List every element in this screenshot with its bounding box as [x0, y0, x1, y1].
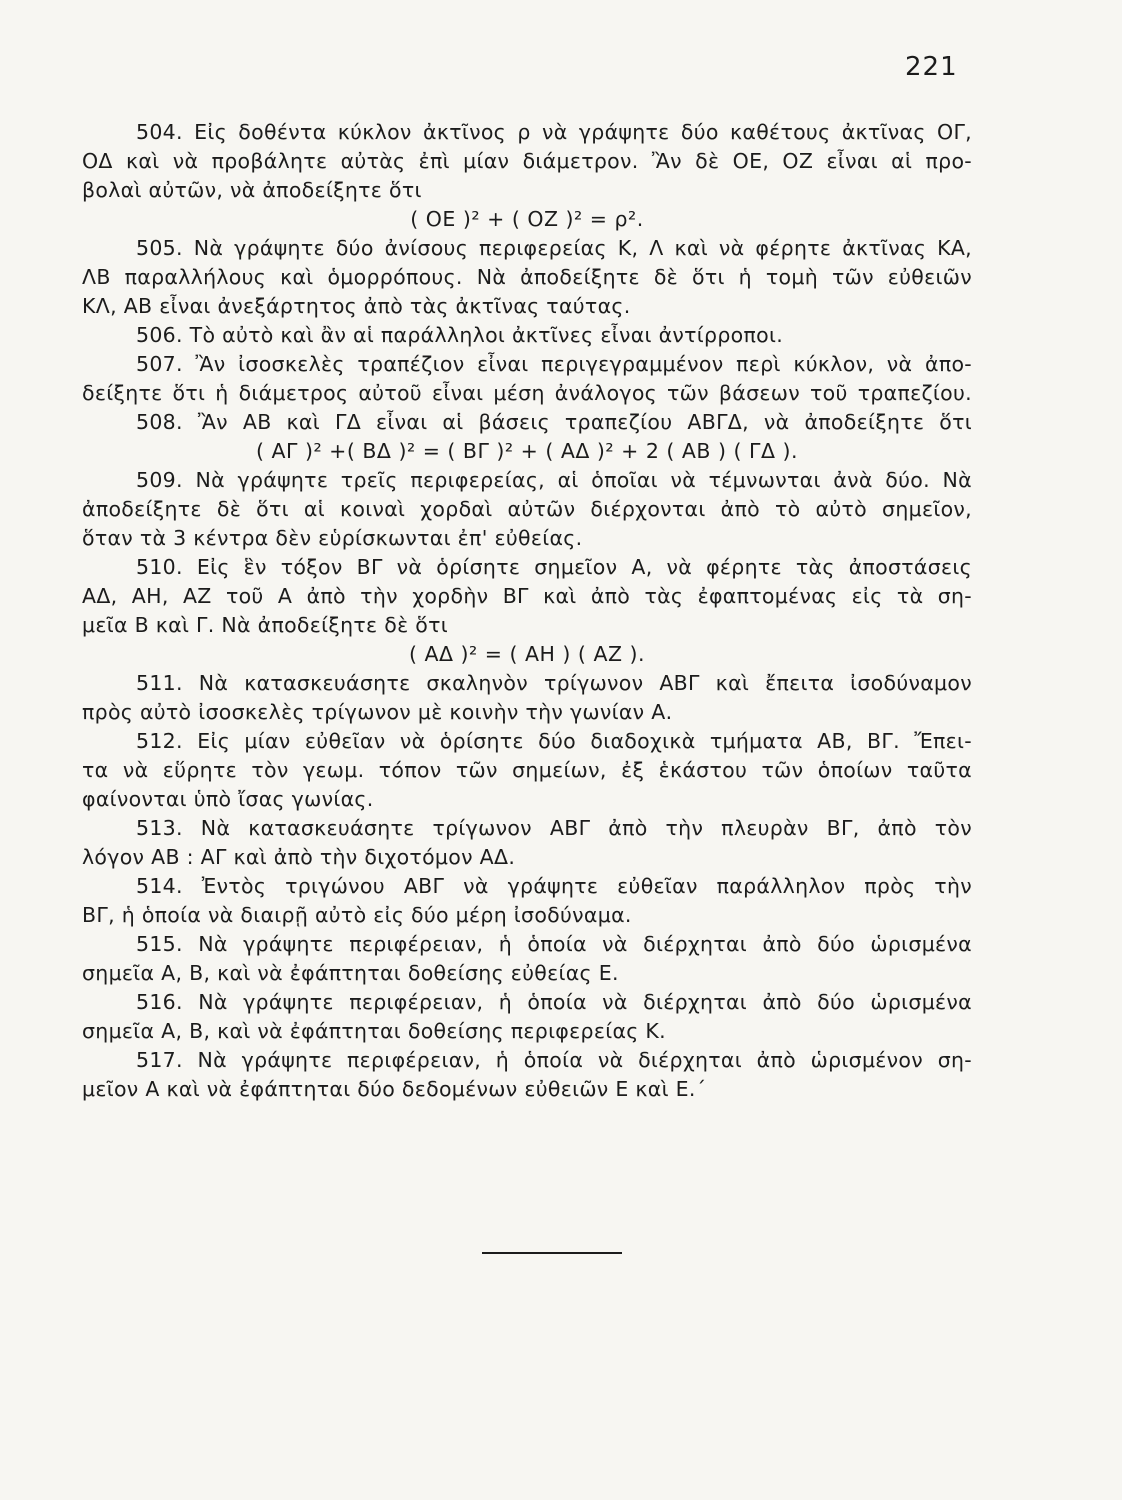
text-line: 511. Νὰ κατασκευάσητε σκαληνὸν τρίγωνον ΑΒΓ καὶ ἔπειτα ἰσοδύναμον	[136, 671, 972, 695]
text-line: 506. Τὸ αὐτὸ καὶ ἂν αἱ παράλληλοι ἀκτῖνες εἶναι ἀντίρροποι.	[136, 323, 784, 347]
text-line: ΟΔ καὶ νὰ προβάλητε αὐτὰς ἐπὶ μίαν διάμετρον. Ἂν δὲ ΟΕ, ΟΖ εἶναι αἱ προ-	[82, 149, 972, 173]
text-line: ΒΓ, ἡ ὁποία νὰ διαιρῇ αὐτὸ εἰς δύο μέρη ἰσοδύναμα.	[82, 903, 632, 927]
formula-line: ( ΟΕ )² + ( ΟΖ )² = ρ².	[410, 207, 644, 231]
text-line: μεῖα Β καὶ Γ. Νὰ ἀποδείξητε δὲ ὅτι	[82, 613, 449, 637]
text-line: ἀποδείξητε δὲ ὅτι αἱ κοιναὶ χορδαὶ αὐτῶν διέρχονται ἀπὸ τὸ αὐτὸ σημεῖον,	[82, 497, 972, 521]
text-line: λόγον ΑΒ : ΑΓ καὶ ἀπὸ τὴν διχοτόμον ΑΔ.	[82, 845, 516, 869]
text-line: ΛΒ παραλλήλους καὶ ὁμορρόπους. Νὰ ἀποδείξητε δὲ ὅτι ἡ τομὴ τῶν εὐθειῶν	[82, 265, 972, 289]
text-line: σημεῖα Α, Β, καὶ νὰ ἐφάπτηται δοθείσης εὐθείας Ε.	[82, 961, 619, 985]
text-line: 507. Ἂν ἰσοσκελὲς τραπέζιον εἶναι περιγεγραμμένον περὶ κύκλον, νὰ ἀπο-	[136, 352, 972, 376]
text-line: μεῖον Α καὶ νὰ ἐφάπτηται δύο δεδομένων εὐθειῶν Ε καὶ Ε.΄	[82, 1077, 707, 1101]
exercise-text-block	[82, 118, 972, 1104]
text-line: 510. Εἰς ἓν τόξον ΒΓ νὰ ὁρίσητε σημεῖον Α, νὰ φέρητε τὰς ἀποστάσεις	[136, 555, 972, 579]
text-line: ὅταν τὰ 3 κέντρα δὲν εὑρίσκωνται ἐπ' εὐθείας.	[82, 526, 583, 550]
text-line: 508. Ἂν ΑΒ καὶ ΓΔ εἶναι αἱ βάσεις τραπεζίου ΑΒΓΔ, νὰ ἀποδείξητε ὅτι	[136, 410, 972, 434]
text-line: τα νὰ εὕρητε τὸν γεωμ. τόπον τῶν σημείων, ἐξ ἑκάστου τῶν ὁποίων ταῦτα	[82, 758, 972, 782]
end-rule	[482, 1252, 622, 1254]
text-line: 505. Νὰ γράψητε δύο ἀνίσους περιφερείας Κ, Λ καὶ νὰ φέρητε ἀκτῖνας ΚΑ,	[136, 236, 972, 260]
page-number: 221	[905, 52, 958, 82]
text-line: 509. Νὰ γράψητε τρεῖς περιφερείας, αἱ ὁποῖαι νὰ τέμνωνται ἀνὰ δύο. Νὰ	[136, 468, 972, 492]
text-line: 504. Εἰς δοθέντα κύκλον ἀκτῖνος ρ νὰ γράψητε δύο καθέτους ἀκτῖνας ΟΓ,	[136, 120, 972, 144]
text-line: πρὸς αὐτὸ ἰσοσκελὲς τρίγωνον μὲ κοινὴν τὴν γωνίαν Α.	[82, 700, 673, 724]
text-line: ΚΛ, ΑΒ εἶναι ἀνεξάρτητος ἀπὸ τὰς ἀκτῖνας ταύτας.	[82, 294, 631, 318]
text-line: 512. Εἰς μίαν εὐθεῖαν νὰ ὁρίσητε δύο διαδοχικὰ τμήματα ΑΒ, ΒΓ. Ἔπει-	[136, 729, 972, 753]
formula-line: ( ΑΔ )² = ( ΑΗ ) ( ΑΖ ).	[408, 642, 646, 666]
text-line: φαίνονται ὑπὸ ἴσας γωνίας.	[82, 787, 374, 811]
text-line: βολαὶ αὐτῶν, νὰ ἀποδείξητε ὅτι	[82, 178, 422, 202]
formula-line: ( ΑΓ )² +( ΒΔ )² = ( ΒΓ )² + ( ΑΔ )² + 2 ( ΑΒ ) ( ΓΔ ).	[255, 439, 799, 463]
text-line: 515. Νὰ γράψητε περιφέρειαν, ἡ ὁποία νὰ διέρχηται ἀπὸ δύο ὡρισμένα	[136, 932, 972, 956]
text-line: σημεῖα Α, Β, καὶ νὰ ἐφάπτηται δοθείσης περιφερείας Κ.	[82, 1019, 666, 1043]
text-line: δείξητε ὅτι ἡ διάμετρος αὐτοῦ εἶναι μέση ἀνάλογος τῶν βάσεων τοῦ τραπεζίου.	[82, 381, 972, 405]
text-line: 514. Ἐντὸς τριγώνου ΑΒΓ νὰ γράψητε εὐθεῖαν παράλληλον πρὸς τὴν	[136, 874, 972, 898]
text-line: ΑΔ, ΑΗ, ΑΖ τοῦ Α ἀπὸ τὴν χορδὴν ΒΓ καὶ ἀπὸ τὰς ἐφαπτομένας εἰς τὰ ση-	[82, 584, 972, 608]
text-line: 516. Νὰ γράψητε περιφέρειαν, ἡ ὁποία νὰ διέρχηται ἀπὸ δύο ὡρισμένα	[136, 990, 972, 1014]
text-line: 517. Νὰ γράψητε περιφέρειαν, ἡ ὁποία νὰ διέρχηται ἀπὸ ὡρισμένον ση-	[136, 1048, 972, 1072]
text-line: 513. Νὰ κατασκευάσητε τρίγωνον ΑΒΓ ἀπὸ τὴν πλευρὰν ΒΓ, ἀπὸ τὸν	[136, 816, 972, 840]
